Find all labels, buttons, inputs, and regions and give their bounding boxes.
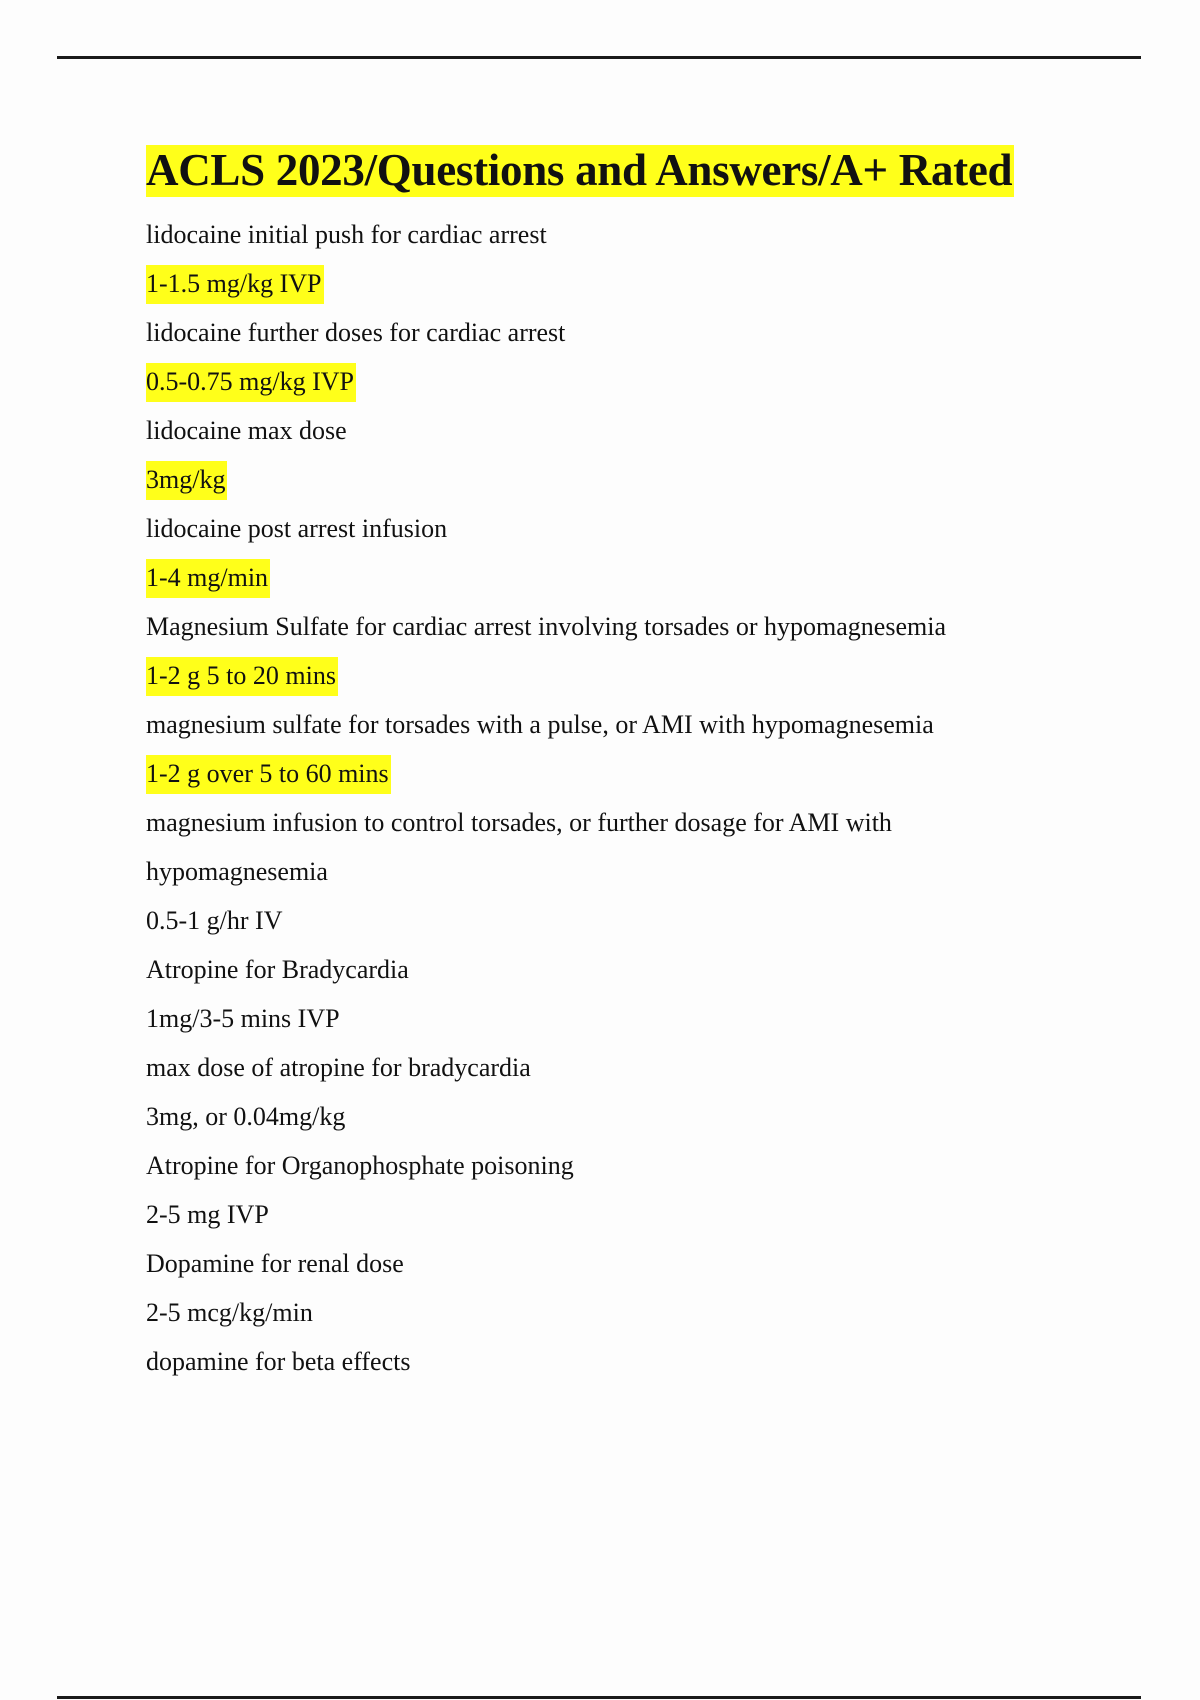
question-line: dopamine for beta effects xyxy=(146,1347,411,1376)
answer-line-highlighted: 1-1.5 mg/kg IVP xyxy=(146,259,1046,308)
answer-line-highlighted: 0.5-0.75 mg/kg IVP xyxy=(146,357,1046,406)
question-line: Atropine for Organophosphate poisoning xyxy=(146,1151,574,1180)
page-top-rule xyxy=(57,56,1141,59)
question-line: lidocaine max dose xyxy=(146,416,347,445)
question-line: lidocaine further doses for cardiac arrest xyxy=(146,318,566,347)
answer-line: 0.5-1 g/hr IV xyxy=(146,906,283,935)
question-line-continued: hypomagnesemia xyxy=(146,857,328,886)
page-bottom-rule xyxy=(57,1696,1141,1699)
answer-line-highlighted: 1-4 mg/min xyxy=(146,553,1046,602)
answer-line: 2-5 mcg/kg/min xyxy=(146,1298,313,1327)
question-line: max dose of atropine for bradycardia xyxy=(146,1053,531,1082)
answer-line: 2-5 mg IVP xyxy=(146,1200,269,1229)
question-line: lidocaine initial push for cardiac arrest xyxy=(146,220,547,249)
document-title xyxy=(146,143,1046,198)
document-title-text: ACLS 2023/Questions and Answers/A+ Rated xyxy=(146,145,1013,195)
answer-line: 1mg/3-5 mins IVP xyxy=(146,1004,340,1033)
answer-line-highlighted: 1-2 g over 5 to 60 mins xyxy=(146,749,1046,798)
question-line: Magnesium Sulfate for cardiac arrest involving torsades or hypomagnesemia xyxy=(146,612,946,641)
answer-line: 3mg, or 0.04mg/kg xyxy=(146,1102,346,1131)
question-line: magnesium infusion to control torsades, or further dosage for AMI with xyxy=(146,808,892,837)
question-line: magnesium sulfate for torsades with a pulse, or AMI with hypomagnesemia xyxy=(146,710,934,739)
qa-list xyxy=(146,210,1046,1386)
document-body xyxy=(146,143,1046,1386)
question-line: Atropine for Bradycardia xyxy=(146,955,409,984)
answer-line-highlighted: 1-2 g 5 to 20 mins xyxy=(146,651,1046,700)
answer-line-highlighted: 3mg/kg xyxy=(146,455,1046,504)
question-line: Dopamine for renal dose xyxy=(146,1249,404,1278)
question-line: lidocaine post arrest infusion xyxy=(146,514,448,543)
